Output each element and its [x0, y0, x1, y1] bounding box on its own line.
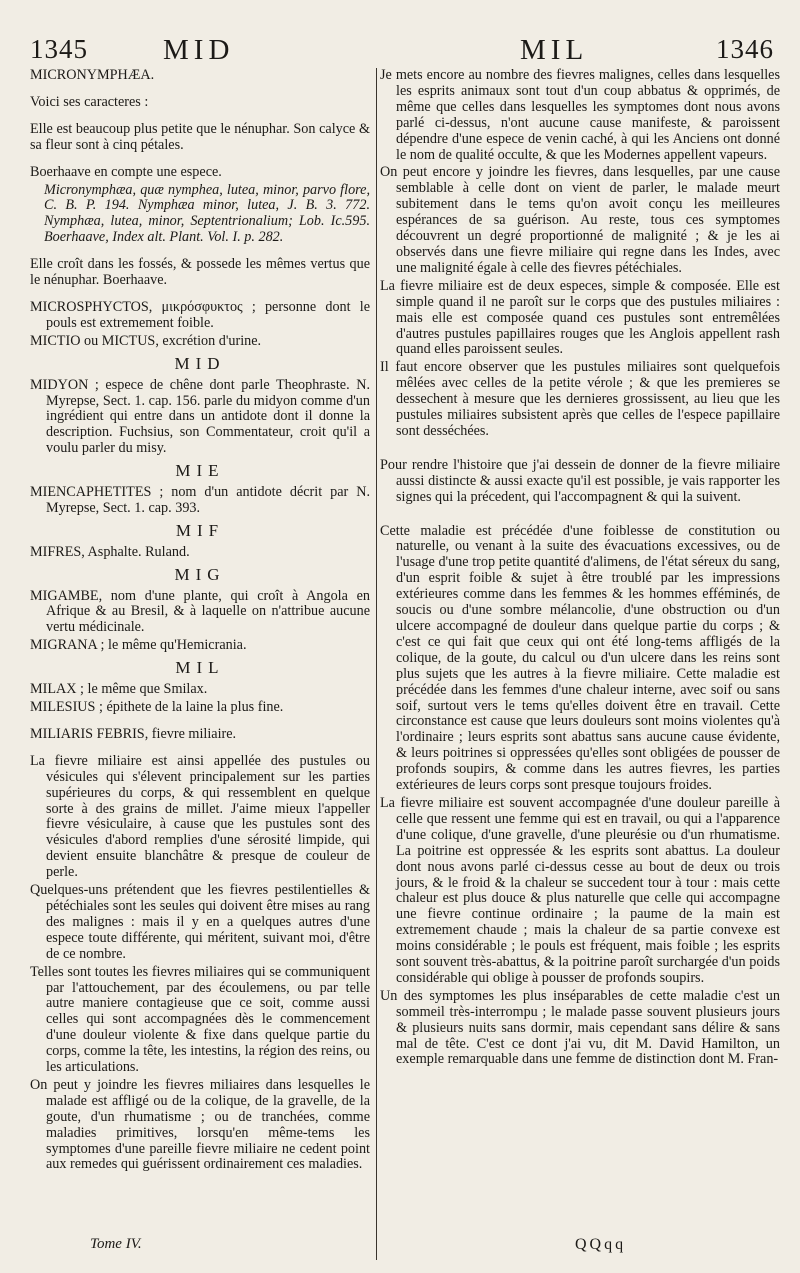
entry-micronymphaea: MICRONYMPHÆA.	[30, 67, 155, 83]
left-running-head: MID	[163, 34, 235, 66]
section-heading-mif: MIF	[175, 520, 225, 540]
entry-miencaphetites: MIENCAPHETITES ; nom d'un antidote décrit par N. Myrepse, Sect. 1. cap. 393.	[30, 484, 370, 516]
paragraph: Il faut encore observer que les pustules miliaires sont quelquefois mêlées avec celles de la petite vérole ; & que les premieres se dessechent à mesure que les dernieres grossissent, au lieu que les pustules miliaires subsistent après que celles de l'espece papillaire sont desséchées.	[380, 359, 780, 439]
paragraph: Pour rendre l'histoire que j'ai dessein de donner de la fievre miliaire aussi distincte & aussi exacte qu'il est possible, je vais rapporter les signes qui la précedent, qui l'accompagnent & qui la suivent.	[380, 456, 780, 505]
paragraph: La fievre miliaire est ainsi appellée des pustules ou vésicules qui s'élevent principalement sur les parties supérieures du corps, & qui ressemblent en quelque sorte à des grains de millet. J'aime mieux l'appeller fievre vésiculaire, à cause que les pustules sont des vésicules d'abord remplies d'une sérosité limpide, qui devient ensuite blanchâtre & presque de couleur de perle.	[30, 752, 370, 881]
section-heading-mig: MIG	[174, 564, 226, 584]
entry-miliaris-febris: MILIARIS FEBRIS, fievre miliaire.	[30, 725, 237, 742]
paragraph: Je mets encore au nombre des fievres malignes, celles dans lesquelles les esprits animaux sont tout d'un coup abbatus & opprimés, de même que celles dans lesquelles les symptomes dont nous avons parlé ci-dessus, n'ont aucune cause manifeste, & paroissent dépendre d'une espece de venin caché, à qui les Anciens ont donné le nom de qualité occulte, & que les Modernes appellent vapeurs.	[380, 67, 780, 163]
entry-microsphyctos: MICROSPHYCTOS, μικρόσφυκτος ; personne dont le pouls est extremement foible.	[30, 298, 370, 331]
entry-migambe: MIGAMBE, nom d'une plante, qui croît à Angola en Afrique & au Bresil, & à laquelle on n'attribue aucune vertu médicinale.	[30, 587, 370, 636]
paragraph: Voici ses caracteres :	[30, 93, 149, 110]
paragraph: La fievre miliaire est souvent accompagnée d'une douleur pareille à celle que ressent une femme qui est en travail, ou qui a l'apparence d'une colique, d'une gravelle, d'une pleurésie ou d'un rhumatisme. La poitrine est oppressée & les esprits sont abattus. La douleur dont nous avons parlé ci-dessus cesse au bout de deux ou trois jours, & le froid & la chaleur se succedent tour à tour : mais cette chaleur est plus douce & plus naturelle que celle qui accompagne une fievre continue ordinaire ; la paume de la main est extremement chaude ; mais la chaleur de sa partie convexe est moins considérable ; le pouls est fréquent, mais foible ; les esprits sont souvent très-abattus, & la poitrine paroît surchargée d'un poids considérable qui oblige à pousser de profonds soupirs.	[380, 794, 780, 986]
paragraph: On peut encore y joindre les fievres, dans lesquelles, par une cause semblable à celle dont on vient de parler, le malade meurt subitement dans le tems qu'on avoit conçu les meilleures espérances de sa guérison. Au reste, tous ces symptomes découvrent un degré proportionné de malignité ; & je les ai observés dans une fievre miliaire qui regne dans les Indes, avec une malignité égale à celle des fievres pétéchiales.	[380, 164, 780, 276]
right-column	[380, 68, 780, 1070]
paragraph: La fievre miliaire est de deux especes, simple & composée. Elle est simple quand il ne paroît sur le corps que des pustules miliaires : mais elle est composée quand ces pustules sont entremêlées d'autres pustules papillaires rouges que les Anglois appellent rash quand elles paroissent seules.	[380, 277, 780, 358]
paragraph: Boerhaave en compte une espece.	[30, 163, 222, 180]
column-divider	[376, 68, 377, 1260]
paragraph: Elle est beaucoup plus petite que le nénuphar. Son calyce & sa fleur sont à cinq pétales.	[30, 120, 370, 153]
section-heading-mil: MIL	[175, 658, 225, 678]
entry-mifres: MIFRES, Asphalte. Ruland.	[30, 543, 190, 560]
section-heading-mie: MIE	[175, 461, 225, 481]
entry-milax: MILAX ; le même que Smilax.	[30, 681, 208, 698]
entry-mictio: MICTIO ou MICTUS, excrétion d'urine.	[30, 332, 262, 349]
volume-footer: Tome IV.	[90, 1236, 142, 1252]
entry-midyon: MIDYON ; espece de chêne dont parle Theophraste. N. Myrepse, Sect. 1. cap. 156. parle du midyon comme d'un ingrédient qui entre dans un antidote dont il donne la description. Fuchsius, son Commentateur, croit qu'il a voulu parler du misy.	[30, 376, 370, 457]
signature-mark: QQqq	[575, 1236, 627, 1253]
section-heading-mid: MID	[174, 353, 226, 373]
paragraph: Elle croît dans les fossés, & possede les mêmes vertus que le nénuphar. Boerhaave.	[30, 256, 370, 289]
paragraph: Quelques-uns prétendent que les fievres pestilentielles & pétéchiales sont les seules qui doivent être mises au rang des malignes : mais il y en a quelques autres d'une espece toute différente, qui méritent, suivant moi, d'être de ce nombre.	[30, 882, 370, 962]
entry-migrana: MIGRANA ; le même qu'Hemicrania.	[30, 637, 247, 654]
left-column	[30, 68, 370, 1175]
right-page-number: 1346	[716, 34, 774, 64]
paragraph: Telles sont toutes les fievres miliaires qui se communiquent par l'attouchement, par des écoulemens, ou par telle autre maniere contagieuse que ce soit, comme aussi celles qui sont accompagnées dès le commencement d'une douleur violente & fixe dans quelque partie du corps, comme la tête, les intestins, la région des reins, ou les articulations.	[30, 963, 370, 1076]
left-page-number: 1345	[30, 34, 88, 64]
entry-milesius: MILESIUS ; épithete de la laine la plus fine.	[30, 699, 284, 715]
synonyms-paragraph: Micronymphæa, quæ nymphea, lutea, minor, parvo flore, C. B. P. 194. Nymphæa minor, lutea, J. B. 3. 772. Nymphæa, lutea, minor, Septentrionalium; Lob. Ic.595. Boerhaave, Index alt. Plant. Vol. I. p. 282.	[44, 181, 370, 246]
paragraph: Un des symptomes les plus inséparables de cette maladie c'est un sommeil très-interrompu ; le malade passe souvent plusieurs jours & plusieurs nuits sans dormir, mais cependant sans délire & sans mal de tête. C'est ce dont j'ai vu, dit M. David Hamilton, un exemple remarquable dans une femme de distinction dont M. Fran-	[380, 987, 780, 1068]
paragraph: On peut y joindre les fievres miliaires dans lesquelles le malade est affligé ou de la colique, de la gravelle, de la goute, d'un rhumatisme ; ou de tranchées, comme maladies primitives, lorsqu'en même-tems les symptomes d'une pareille fievre miliaire ne cedent point aux remedes qui guérissent ordinairement ces maladies.	[30, 1076, 370, 1173]
paragraph: Cette maladie est précédée d'une foiblesse de constitution ou naturelle, ou venant à la suite des évacuations excessives, ou de l'usage d'une trop petite quantité d'alimens, de l'état séreux du sang, d'un esprit foible & sujet à être troublé par les impressions extérieures comme dans les femmes & les hommes efféminés, de soucis ou d'une sombre mélancolie, d'une obstruction ou d'un ulcere accompagné de douleur dans quelque partie du corps ; & c'est ce qui fait que ceux qui ont été long-tems affligés de la colique, de la goute, du calcul ou d'un ulcere dans les reins sont plus sujets que les autres à la fievre miliaire. Cette maladie est précédée dans les femmes d'une chaleur interne, avec soif ou sans soif, surtout vers le tems qu'elles doivent être en travail. Cette circonstance est cause que leurs douleurs sont moins violentes qu'à l'ordinaire ; leurs esprits sont abattus sans aucune cause évidente, & leurs poitrines si oppressées qu'elles sont obligées de pousser de profonds soupirs, & comme dans les autres fievres, les parties extérieures de leurs corps sont presque toujours froides.	[380, 522, 780, 794]
right-running-head: MIL	[520, 34, 589, 66]
